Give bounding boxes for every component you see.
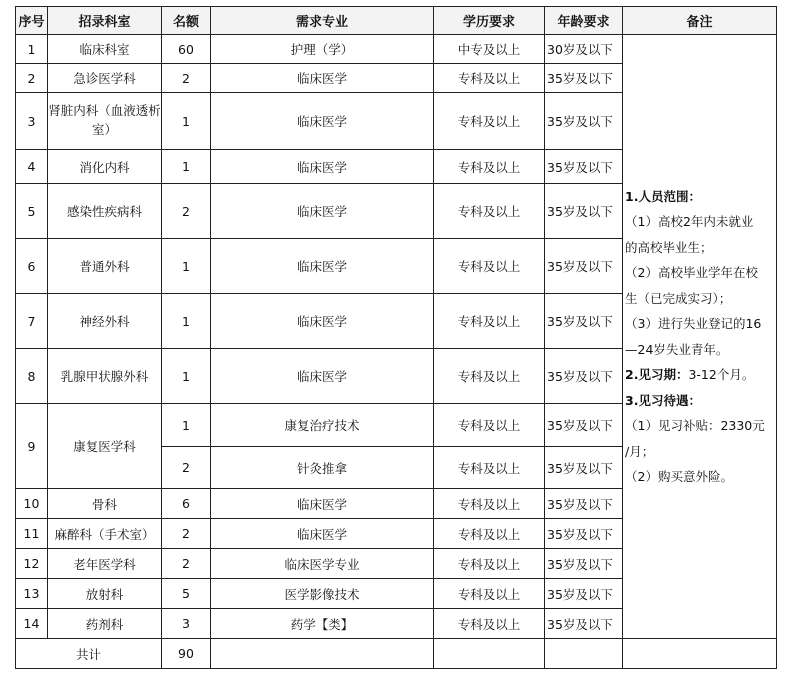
- row-quota: 2: [162, 184, 211, 239]
- total-empty-cell: [434, 639, 545, 669]
- row-edu: 专科及以上: [434, 404, 545, 447]
- row-edu: 专科及以上: [434, 184, 545, 239]
- row-major: 护理（学）: [211, 35, 434, 64]
- row-age: 35岁及以下: [545, 489, 623, 519]
- row-edu: 专科及以上: [434, 93, 545, 150]
- remarks-section-3-title: 3.见习待遇：: [625, 392, 701, 408]
- row-major: 临床医学: [211, 64, 434, 93]
- row-age: 35岁及以下: [545, 150, 623, 184]
- row-quota: 1: [162, 150, 211, 184]
- row-no: 14: [16, 609, 48, 639]
- remarks-line: —24岁失业青年。: [625, 341, 729, 357]
- row-major: 医学影像技术: [211, 579, 434, 609]
- row-edu: 专科及以上: [434, 349, 545, 404]
- row-no: 8: [16, 349, 48, 404]
- remarks-line: （1）见习补贴：2330元: [625, 418, 765, 433]
- row-no: 4: [16, 150, 48, 184]
- row-edu: 专科及以上: [434, 609, 545, 639]
- recruitment-table: [15, 6, 777, 669]
- row-edu: 专科及以上: [434, 447, 545, 489]
- row-dept: 药剂科: [48, 609, 162, 639]
- remarks-section-2: [625, 362, 775, 388]
- total-label: 共计: [16, 639, 162, 669]
- total-empty-cell: [545, 639, 623, 669]
- row-quota: 2: [162, 519, 211, 549]
- row-quota: 1: [162, 404, 211, 447]
- row-age: 30岁及以下: [545, 35, 623, 64]
- remarks-line: （1）高校2年内未就业: [625, 214, 754, 229]
- total-empty-cell: [211, 639, 434, 669]
- row-dept: 普通外科: [48, 239, 162, 294]
- row-dept: 康复医学科: [48, 404, 162, 489]
- row-dept: 消化内科: [48, 150, 162, 184]
- row-age: 35岁及以下: [545, 294, 623, 349]
- row-no: 13: [16, 579, 48, 609]
- row-age: 35岁及以下: [545, 519, 623, 549]
- row-quota: 1: [162, 93, 211, 150]
- row-dept: 骨科: [48, 489, 162, 519]
- row-dept: 麻醉科（手术室）: [48, 519, 162, 549]
- row-no: 9: [16, 404, 48, 489]
- row-major: 针灸推拿: [211, 447, 434, 489]
- row-dept: 感染性疾病科: [48, 184, 162, 239]
- header-dept: 招录科室: [48, 7, 162, 35]
- row-quota: 2: [162, 64, 211, 93]
- row-age: 35岁及以下: [545, 579, 623, 609]
- row-edu: 专科及以上: [434, 294, 545, 349]
- row-age: 35岁及以下: [545, 349, 623, 404]
- row-quota: 1: [162, 239, 211, 294]
- header-remarks: 备注: [623, 7, 777, 35]
- row-quota: 60: [162, 35, 211, 64]
- row-dept: 放射科: [48, 579, 162, 609]
- header-edu: 学历要求: [434, 7, 545, 35]
- row-quota: 6: [162, 489, 211, 519]
- row-age: 35岁及以下: [545, 93, 623, 150]
- row-major: 临床医学: [211, 489, 434, 519]
- header-major: 需求专业: [211, 7, 434, 35]
- row-major: 临床医学: [211, 150, 434, 184]
- row-age: 35岁及以下: [545, 239, 623, 294]
- remarks-line: （2）高校毕业学年在校: [625, 265, 758, 280]
- row-edu: 专科及以上: [434, 489, 545, 519]
- row-major: 临床医学: [211, 349, 434, 404]
- row-quota: 3: [162, 609, 211, 639]
- row-edu: 中专及以上: [434, 35, 545, 64]
- header-age: 年龄要求: [545, 7, 623, 35]
- row-edu: 专科及以上: [434, 64, 545, 93]
- row-dept: 肾脏内科（血液透析室）: [48, 93, 162, 150]
- row-major: 临床医学: [211, 93, 434, 150]
- row-no: 12: [16, 549, 48, 579]
- total-empty-cell: [623, 639, 777, 669]
- row-major: 临床医学专业: [211, 549, 434, 579]
- row-no: 1: [16, 35, 48, 64]
- row-age: 35岁及以下: [545, 609, 623, 639]
- row-dept: 神经外科: [48, 294, 162, 349]
- table-row: [16, 35, 777, 64]
- row-no: 5: [16, 184, 48, 239]
- row-edu: 专科及以上: [434, 579, 545, 609]
- row-no: 3: [16, 93, 48, 150]
- remarks-line: （3）进行失业登记的16: [625, 316, 762, 331]
- row-age: 35岁及以下: [545, 447, 623, 489]
- total-quota: 90: [162, 639, 211, 669]
- row-major: 临床医学: [211, 184, 434, 239]
- row-quota: 1: [162, 294, 211, 349]
- header-row: [16, 7, 777, 35]
- row-quota: 1: [162, 349, 211, 404]
- total-row: [16, 639, 777, 669]
- row-quota: 2: [162, 447, 211, 489]
- row-no: 7: [16, 294, 48, 349]
- row-age: 35岁及以下: [545, 404, 623, 447]
- row-major: 临床医学: [211, 519, 434, 549]
- row-age: 35岁及以下: [545, 184, 623, 239]
- header-no: 序号: [16, 7, 48, 35]
- row-quota: 2: [162, 549, 211, 579]
- remarks-cell: [623, 35, 777, 639]
- row-dept: 急诊医学科: [48, 64, 162, 93]
- row-age: 35岁及以下: [545, 64, 623, 93]
- remarks-line: （2）购买意外险。: [625, 469, 733, 484]
- row-dept: 老年医学科: [48, 549, 162, 579]
- row-dept: 临床科室: [48, 35, 162, 64]
- remarks-section-2-text: 3-12个月。: [688, 367, 755, 382]
- remarks-line: /月；: [625, 443, 655, 459]
- row-edu: 专科及以上: [434, 519, 545, 549]
- row-edu: 专科及以上: [434, 549, 545, 579]
- remarks-line: 生（已完成实习）；: [625, 290, 732, 306]
- remarks-line: 的高校毕业生；: [625, 239, 713, 255]
- row-no: 11: [16, 519, 48, 549]
- row-major: 临床医学: [211, 294, 434, 349]
- row-major: 临床医学: [211, 239, 434, 294]
- row-quota: 5: [162, 579, 211, 609]
- row-edu: 专科及以上: [434, 239, 545, 294]
- row-no: 2: [16, 64, 48, 93]
- row-no: 6: [16, 239, 48, 294]
- row-dept: 乳腺甲状腺外科: [48, 349, 162, 404]
- header-quota: 名额: [162, 7, 211, 35]
- remarks-section-1-title: 1.人员范围：: [625, 188, 701, 204]
- row-age: 35岁及以下: [545, 549, 623, 579]
- row-major: 康复治疗技术: [211, 404, 434, 447]
- row-major: 药学【类】: [211, 609, 434, 639]
- row-edu: 专科及以上: [434, 150, 545, 184]
- row-no: 10: [16, 489, 48, 519]
- remarks-section-2-title: 2.见习期：: [625, 367, 689, 382]
